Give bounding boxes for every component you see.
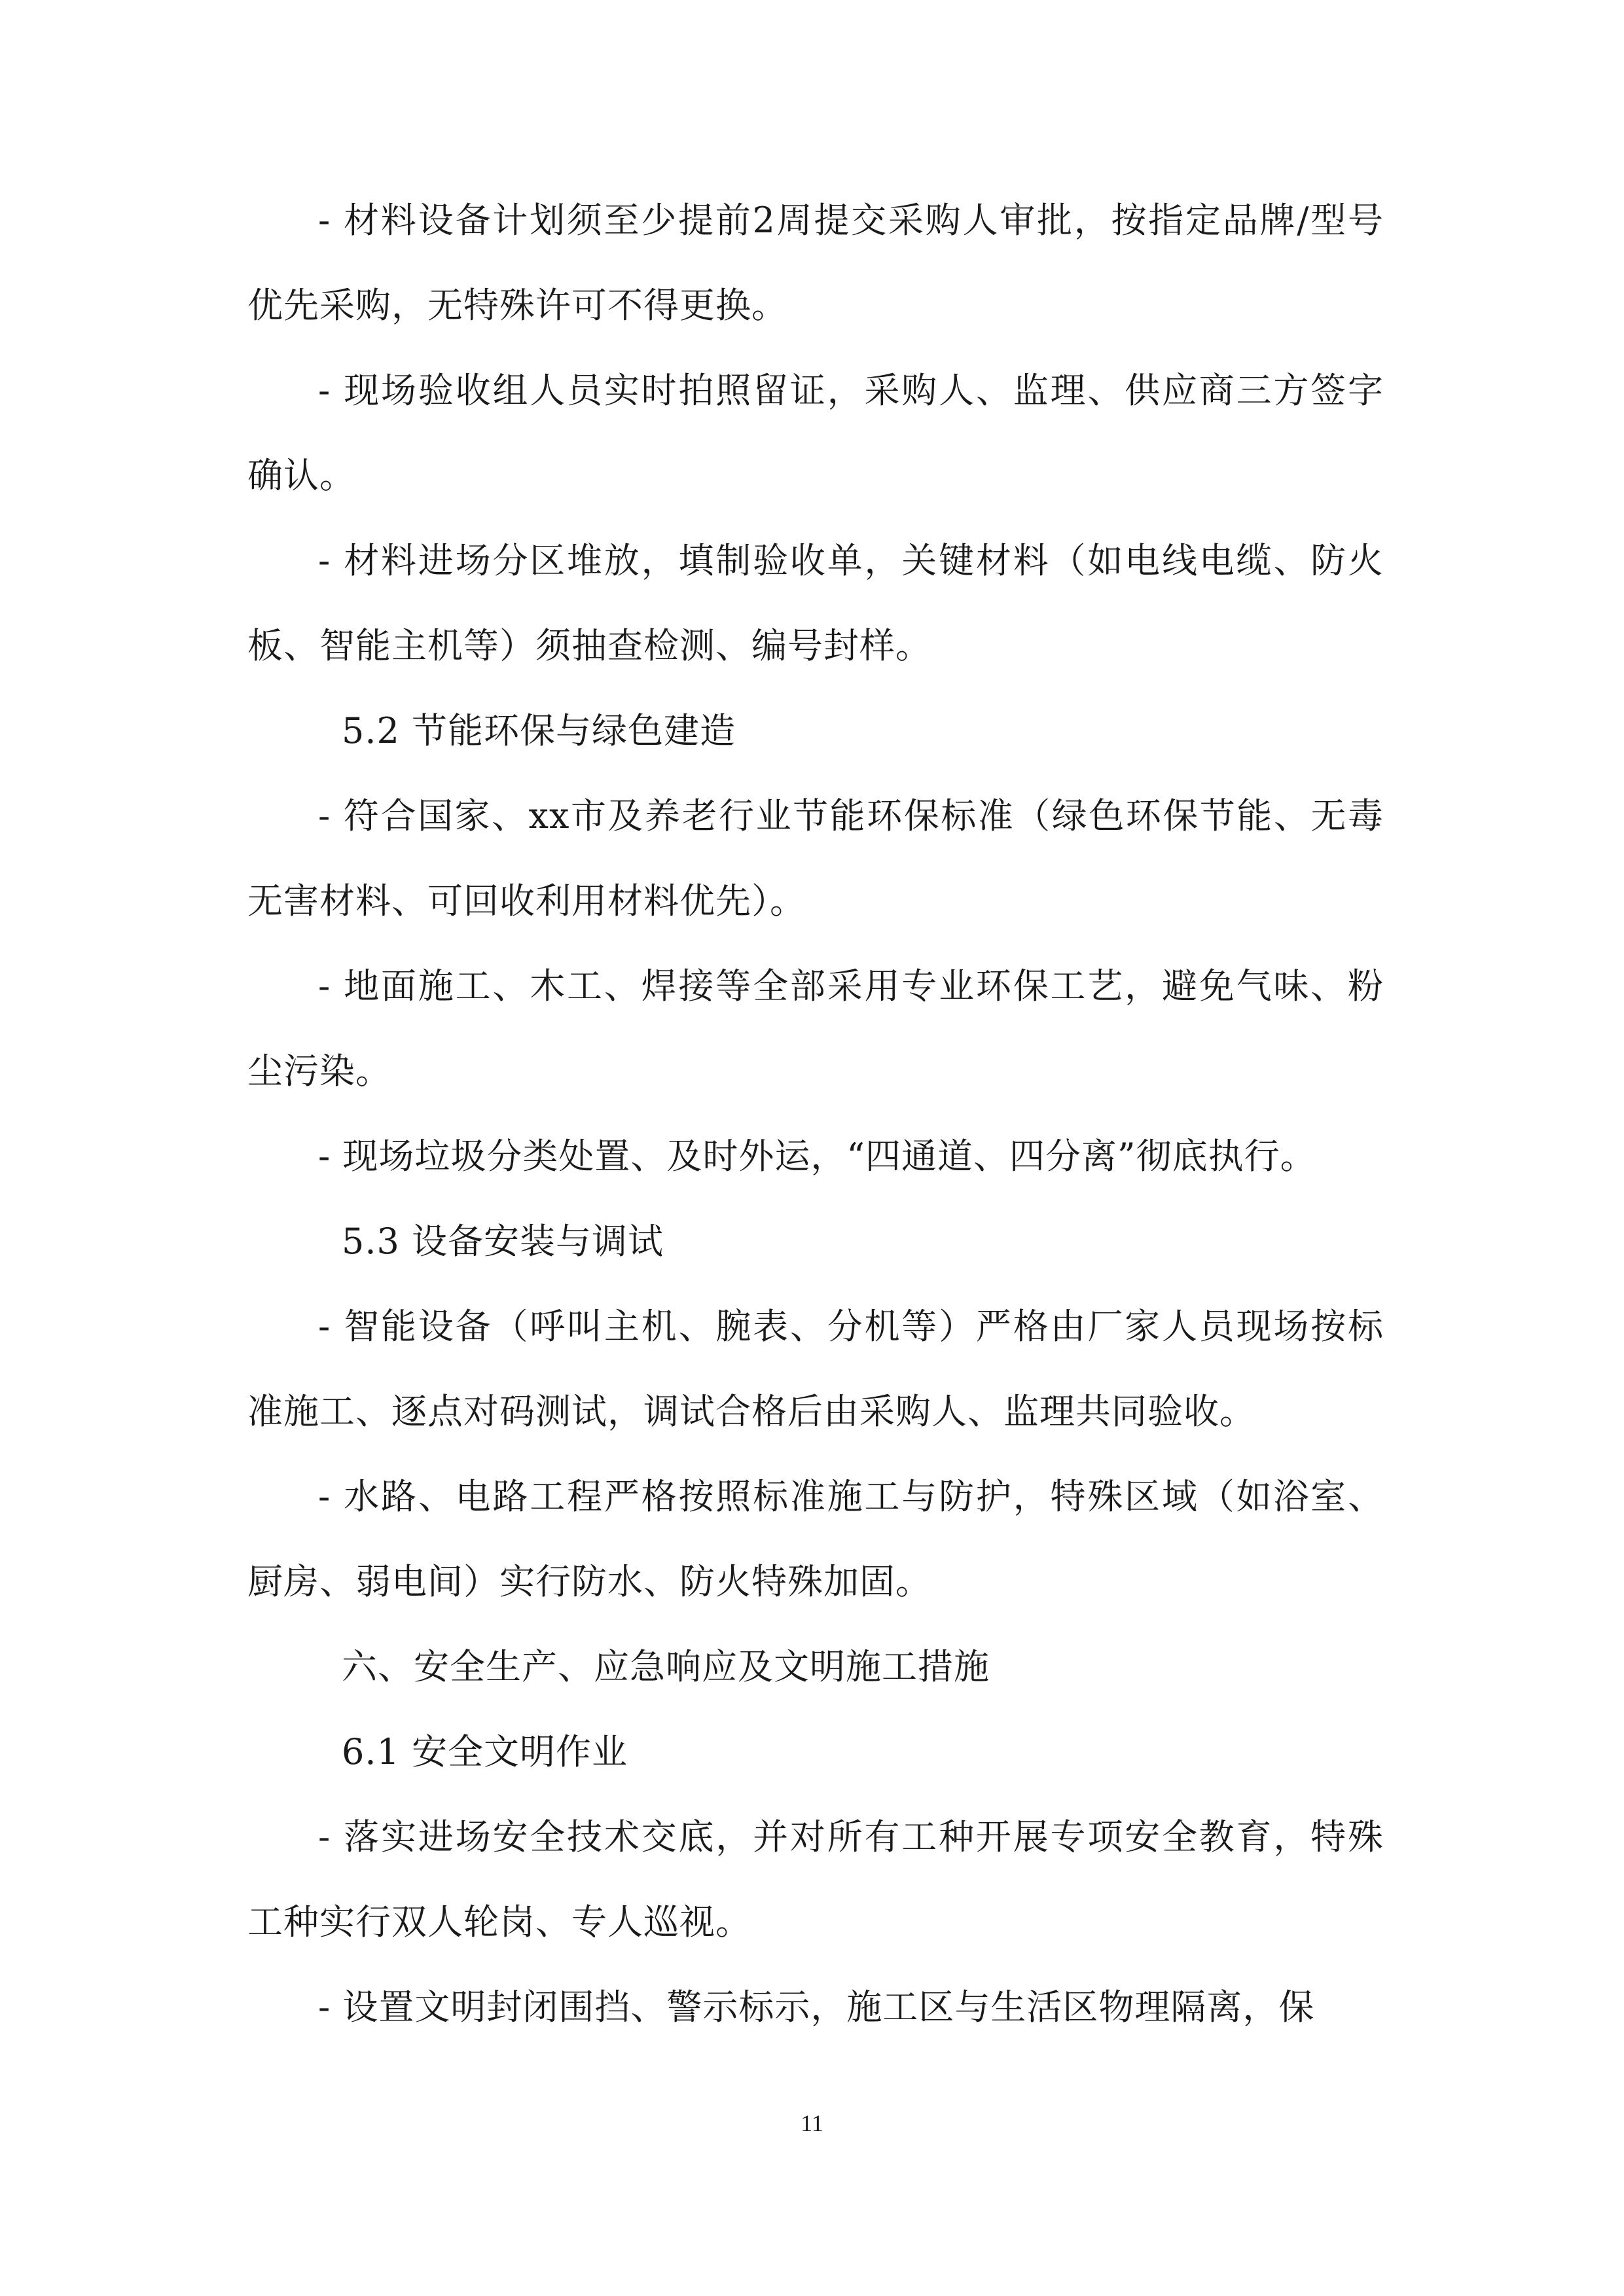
section-heading-5-3: 5.3 设备安装与调试 — [342, 1221, 664, 1262]
section-heading-5-2: 5.2 节能环保与绿色建造 — [342, 710, 736, 751]
page-number: 11 — [801, 2110, 823, 2136]
paragraph-water-electric: - 水路、电路工程严格按照标准施工与防护，特殊区域（如浴室、厨房、弱电间）实行防水、防火特殊加固。 — [247, 1476, 1384, 1602]
paragraph-enclosure: - 设置文明封闭围挡、警示标示，施工区与生活区物理隔离，保 — [318, 1986, 1315, 2028]
paragraph-site-acceptance: - 现场验收组人员实时拍照留证，采购人、监理、供应商三方签字确认。 — [247, 370, 1384, 496]
paragraph-safety-briefing: - 落实进场安全技术交底，并对所有工种开展专项安全教育，特殊工种实行双人轮岗、专人巡视。 — [247, 1816, 1384, 1943]
paragraph-material-plan: - 材料设备计划须至少提前2周提交采购人审批，按指定品牌/型号优先采购，无特殊许可不得更换。 — [247, 200, 1384, 326]
paragraph-eco-process: - 地面施工、木工、焊接等全部采用专业环保工艺，避免气味、粉尘污染。 — [247, 965, 1384, 1092]
chapter-heading-6: 六、安全生产、应急响应及文明施工措施 — [342, 1646, 990, 1687]
section-heading-6-1: 6.1 安全文明作业 — [342, 1731, 628, 1772]
paragraph-material-storage: - 材料进场分区堆放，填制验收单，关键材料（如电线电缆、防火板、智能主机等）须抽查检测、编号封样。 — [247, 540, 1384, 666]
paragraph-waste-sorting: - 现场垃圾分类处置、及时外运，“四通道、四分离”彻底执行。 — [318, 1136, 1316, 1177]
paragraph-environmental-standards: - 符合国家、xx市及养老行业节能环保标准（绿色环保节能、无毒无害材料、可回收利用材料优先）。 — [247, 795, 1384, 922]
document-body — [247, 178, 1384, 2050]
paragraph-smart-devices: - 智能设备（呼叫主机、腕表、分机等）严格由厂家人员现场按标准施工、逐点对码测试，调试合格后由采购人、监理共同验收。 — [247, 1306, 1384, 1432]
